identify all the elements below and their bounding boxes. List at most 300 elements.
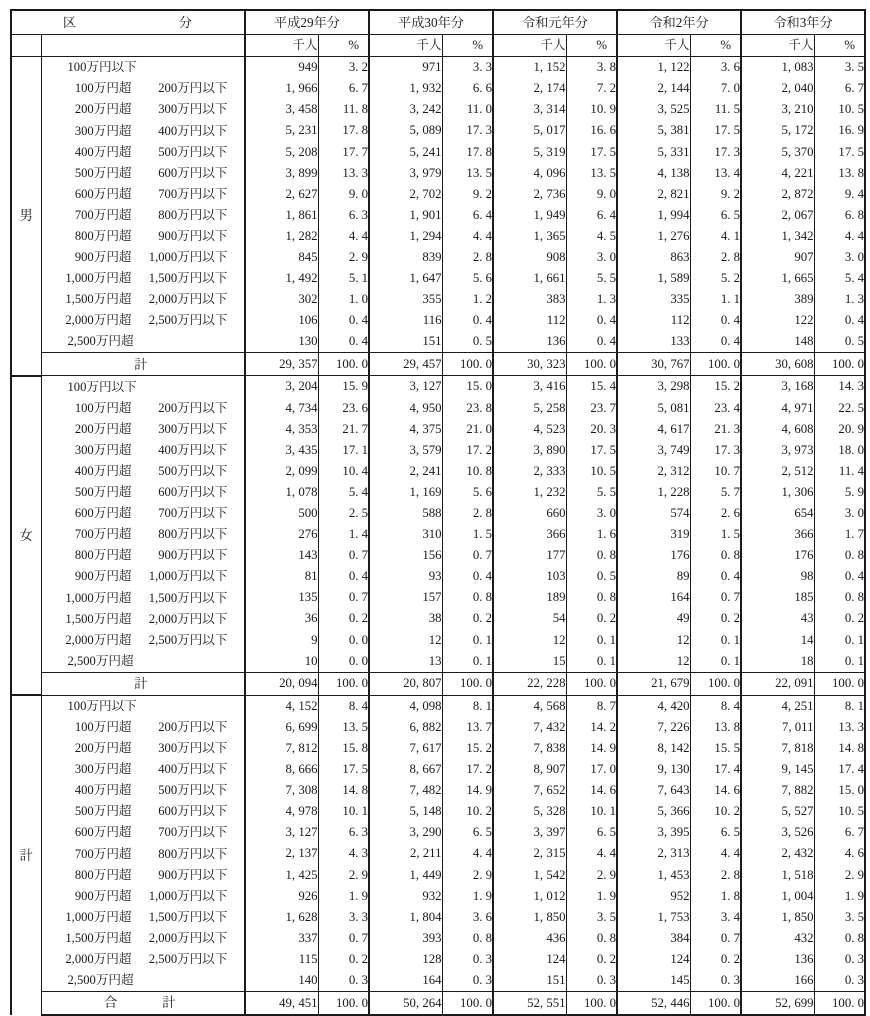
table-row	[11, 120, 865, 141]
cell-count: 1, 276	[617, 226, 690, 247]
cell-count: 4, 523	[493, 419, 566, 440]
cell-count: 29, 357	[245, 353, 318, 376]
cell-count: 5, 172	[741, 120, 814, 141]
cell-count: 5, 241	[369, 141, 442, 162]
cell-percent: 1. 0	[318, 289, 369, 310]
cell-count: 366	[493, 524, 566, 545]
table-row	[11, 759, 865, 780]
header-unit-count-2: 千人	[493, 35, 566, 57]
cell-count: 136	[493, 331, 566, 353]
cell-percent: 22. 5	[814, 397, 865, 418]
bracket-upper: 400万円以下	[158, 123, 228, 138]
cell-count: 4, 568	[493, 695, 566, 717]
bracket-lower: 900万円超	[74, 569, 132, 584]
cell-percent: 3. 2	[318, 57, 369, 79]
cell-percent: 0. 1	[566, 629, 617, 650]
bracket-upper: 1,000万円以下	[148, 569, 228, 584]
cell-percent: 0. 3	[690, 970, 741, 992]
cell-percent: 1. 6	[566, 524, 617, 545]
cell-percent: 13. 5	[566, 162, 617, 183]
cell-percent: 4. 4	[566, 843, 617, 864]
table-row	[11, 928, 865, 949]
cell-count: 4, 971	[741, 397, 814, 418]
bracket-upper: 2,500万円以下	[148, 632, 228, 647]
bracket-lower: 1,000万円超	[65, 590, 132, 605]
cell-count: 124	[617, 949, 690, 970]
cell-percent: 23. 7	[566, 397, 617, 418]
cell-percent: 0. 5	[814, 331, 865, 353]
cell-percent: 0. 4	[318, 331, 369, 353]
cell-count: 189	[493, 587, 566, 608]
cell-percent: 17. 8	[318, 120, 369, 141]
cell-percent: 2. 6	[690, 503, 741, 524]
cell-count: 5, 148	[369, 801, 442, 822]
bracket-upper: 600万円以下	[158, 804, 228, 819]
cell-percent: 0. 1	[690, 651, 741, 673]
cell-percent: 9. 4	[814, 184, 865, 205]
cell-percent: 0. 2	[690, 949, 741, 970]
cell-count: 3, 979	[369, 162, 442, 183]
cell-percent: 20. 9	[814, 419, 865, 440]
cell-percent: 0. 4	[442, 566, 493, 587]
cell-count: 116	[369, 310, 442, 331]
table-row	[11, 651, 865, 673]
cell-percent: 6. 6	[442, 78, 493, 99]
cell-percent: 17. 5	[814, 141, 865, 162]
cell-percent: 3. 0	[566, 503, 617, 524]
bracket-upper: 1,500万円以下	[148, 590, 228, 605]
cell-count: 8, 142	[617, 738, 690, 759]
cell-percent: 1. 9	[318, 885, 369, 906]
income-bracket-label	[41, 310, 245, 331]
bracket-lower: 2,500万円超	[67, 653, 134, 668]
table-row	[11, 780, 865, 801]
cell-count: 12	[617, 651, 690, 673]
bracket-lower: 1,500万円超	[65, 930, 132, 945]
cell-count: 157	[369, 587, 442, 608]
cell-percent: 7. 2	[566, 78, 617, 99]
cell-count: 389	[741, 289, 814, 310]
cell-percent: 14. 8	[814, 738, 865, 759]
cell-count: 1, 169	[369, 482, 442, 503]
income-bracket-label	[41, 376, 245, 398]
cell-count: 106	[245, 310, 318, 331]
cell-percent: 10. 2	[690, 801, 741, 822]
cell-count: 2, 432	[741, 843, 814, 864]
cell-percent: 3. 0	[814, 503, 865, 524]
cell-count: 335	[617, 289, 690, 310]
cell-percent: 6. 7	[814, 822, 865, 843]
cell-percent: 0. 2	[318, 949, 369, 970]
cell-count: 7, 643	[617, 780, 690, 801]
cell-count: 432	[741, 928, 814, 949]
cell-percent: 100. 0	[318, 991, 369, 1015]
cell-percent: 100. 0	[442, 672, 493, 695]
cell-count: 124	[493, 949, 566, 970]
cell-percent: 13. 8	[690, 717, 741, 738]
header-unit-pct-3: %	[690, 35, 741, 57]
table-row	[11, 397, 865, 418]
cell-percent: 14. 9	[566, 738, 617, 759]
cell-percent: 4. 6	[814, 843, 865, 864]
cell-percent: 15. 4	[566, 376, 617, 398]
cell-percent: 0. 4	[690, 310, 741, 331]
cell-percent: 5. 4	[814, 268, 865, 289]
table-row	[11, 738, 865, 759]
cell-count: 38	[369, 608, 442, 629]
cell-count: 176	[741, 545, 814, 566]
cell-count: 3, 525	[617, 99, 690, 120]
cell-percent: 10. 1	[566, 801, 617, 822]
income-bracket-label	[41, 629, 245, 650]
cell-percent: 13. 7	[442, 717, 493, 738]
cell-percent: 15. 0	[814, 780, 865, 801]
bracket-lower: 200万円超	[74, 741, 132, 756]
cell-count: 863	[617, 247, 690, 268]
cell-percent: 0. 4	[318, 310, 369, 331]
cell-percent: 6. 5	[566, 822, 617, 843]
income-bracket-label	[41, 440, 245, 461]
cell-percent: 15. 5	[690, 738, 741, 759]
cell-count: 1, 518	[741, 864, 814, 885]
table-row	[11, 801, 865, 822]
cell-percent: 0. 1	[814, 629, 865, 650]
cell-percent: 8. 1	[814, 695, 865, 717]
cell-count: 1, 152	[493, 57, 566, 79]
cell-count: 3, 168	[741, 376, 814, 398]
cell-count: 52, 446	[617, 991, 690, 1015]
cell-count: 22, 228	[493, 672, 566, 695]
bracket-lower: 900万円超	[74, 250, 132, 265]
cell-percent: 8. 1	[442, 695, 493, 717]
cell-percent: 17. 3	[442, 120, 493, 141]
cell-count: 20, 807	[369, 672, 442, 695]
cell-count: 4, 152	[245, 695, 318, 717]
cell-count: 4, 096	[493, 162, 566, 183]
cell-percent: 0. 3	[814, 949, 865, 970]
cell-percent: 0. 2	[566, 608, 617, 629]
cell-count: 7, 011	[741, 717, 814, 738]
cell-percent: 6. 8	[814, 205, 865, 226]
cell-count: 1, 850	[493, 907, 566, 928]
cell-percent: 16. 6	[566, 120, 617, 141]
bracket-upper: 400万円以下	[158, 762, 228, 777]
cell-count: 383	[493, 289, 566, 310]
cell-percent: 14. 8	[318, 780, 369, 801]
cell-percent: 2. 8	[690, 247, 741, 268]
table-row	[11, 268, 865, 289]
cell-count: 164	[617, 587, 690, 608]
cell-count: 1, 647	[369, 268, 442, 289]
table-row	[11, 376, 865, 398]
cell-count: 3, 973	[741, 440, 814, 461]
cell-percent: 13. 5	[318, 717, 369, 738]
bracket-upper: 1,000万円以下	[148, 250, 228, 265]
bracket-upper: 600万円以下	[158, 165, 228, 180]
cell-count: 3, 526	[741, 822, 814, 843]
bracket-lower: 400万円超	[74, 783, 132, 798]
cell-count: 5, 527	[741, 801, 814, 822]
cell-count: 29, 457	[369, 353, 442, 376]
cell-count: 3, 397	[493, 822, 566, 843]
cell-percent: 0. 2	[814, 608, 865, 629]
cell-percent: 100. 0	[566, 672, 617, 695]
cell-count: 1, 083	[741, 57, 814, 79]
cell-percent: 100. 0	[566, 991, 617, 1015]
cell-percent: 0. 5	[442, 331, 493, 353]
cell-count: 660	[493, 503, 566, 524]
cell-percent: 0. 4	[566, 310, 617, 331]
cell-count: 112	[617, 310, 690, 331]
cell-percent: 6. 7	[814, 78, 865, 99]
bracket-lower: 600万円超	[74, 825, 132, 840]
cell-percent: 5. 6	[442, 482, 493, 503]
cell-count: 1, 932	[369, 78, 442, 99]
cell-count: 2, 736	[493, 184, 566, 205]
cell-count: 2, 099	[245, 461, 318, 482]
income-bracket-label	[41, 843, 245, 864]
cell-percent: 15. 2	[442, 738, 493, 759]
cell-count: 2, 313	[617, 843, 690, 864]
table-row	[11, 482, 865, 503]
cell-percent: 13. 4	[690, 162, 741, 183]
cell-count: 54	[493, 608, 566, 629]
table-header	[11, 10, 865, 57]
cell-percent: 6. 4	[566, 205, 617, 226]
income-bracket-label	[41, 503, 245, 524]
cell-percent: 0. 8	[814, 545, 865, 566]
income-bracket-label	[41, 545, 245, 566]
cell-count: 3, 416	[493, 376, 566, 398]
cell-count: 7, 818	[741, 738, 814, 759]
cell-count: 1, 901	[369, 205, 442, 226]
cell-percent: 0. 8	[442, 587, 493, 608]
cell-percent: 0. 7	[318, 545, 369, 566]
table-row	[11, 205, 865, 226]
cell-count: 12	[493, 629, 566, 650]
bracket-upper: 500万円以下	[158, 463, 228, 478]
bracket-lower: 2,000万円超	[65, 313, 132, 328]
table-row	[11, 907, 865, 928]
cell-percent: 16. 9	[814, 120, 865, 141]
cell-percent: 6. 7	[318, 78, 369, 99]
cell-count: 49, 451	[245, 991, 318, 1015]
subtotal-label: 計	[41, 353, 245, 376]
bracket-upper: 700万円以下	[158, 506, 228, 521]
cell-percent: 3. 3	[442, 57, 493, 79]
cell-percent: 100. 0	[442, 353, 493, 376]
cell-count: 2, 512	[741, 461, 814, 482]
cell-count: 2, 627	[245, 184, 318, 205]
bracket-upper: 800万円以下	[158, 846, 228, 861]
header-year-3: 令和2年分	[617, 10, 741, 35]
cell-count: 1, 861	[245, 205, 318, 226]
cell-percent: 0. 8	[566, 545, 617, 566]
cell-percent: 6. 3	[318, 205, 369, 226]
bracket-lower: 1,500万円超	[65, 292, 132, 307]
cell-percent: 6. 4	[442, 205, 493, 226]
cell-percent: 5. 6	[442, 268, 493, 289]
bracket-lower: 800万円超	[74, 548, 132, 563]
cell-count: 6, 882	[369, 717, 442, 738]
income-bracket-label	[41, 759, 245, 780]
cell-percent: 8. 4	[318, 695, 369, 717]
cell-percent: 14. 6	[566, 780, 617, 801]
cell-count: 5, 331	[617, 141, 690, 162]
cell-count: 1, 661	[493, 268, 566, 289]
bracket-lower: 100万円以下	[67, 698, 137, 713]
cell-count: 1, 012	[493, 885, 566, 906]
cell-count: 7, 617	[369, 738, 442, 759]
cell-percent: 1. 9	[814, 885, 865, 906]
cell-percent: 100. 0	[814, 353, 865, 376]
cell-count: 156	[369, 545, 442, 566]
cell-percent: 7. 0	[690, 78, 741, 99]
cell-count: 949	[245, 57, 318, 79]
cell-percent: 13. 5	[442, 162, 493, 183]
cell-percent: 2. 9	[566, 864, 617, 885]
cell-percent: 0. 5	[566, 566, 617, 587]
income-bracket-label	[41, 717, 245, 738]
cell-count: 319	[617, 524, 690, 545]
income-bracket-label	[41, 566, 245, 587]
cell-percent: 0. 0	[318, 651, 369, 673]
cell-percent: 10. 2	[442, 801, 493, 822]
cell-percent: 5. 1	[318, 268, 369, 289]
bracket-upper: 2,500万円以下	[148, 952, 228, 966]
cell-percent: 13. 8	[814, 162, 865, 183]
bracket-upper: 300万円以下	[158, 421, 228, 436]
cell-count: 9, 145	[741, 759, 814, 780]
cell-count: 151	[493, 970, 566, 992]
cell-percent: 17. 5	[318, 759, 369, 780]
subtotal-row	[11, 353, 865, 376]
header-row-years	[11, 10, 865, 35]
bracket-upper: 1,500万円以下	[148, 271, 228, 286]
sex-group-label: 計	[11, 695, 41, 1015]
cell-percent: 3. 0	[814, 247, 865, 268]
cell-percent: 1. 5	[442, 524, 493, 545]
cell-percent: 0. 1	[690, 629, 741, 650]
cell-count: 4, 221	[741, 162, 814, 183]
bracket-upper: 900万円以下	[158, 867, 228, 882]
cell-count: 143	[245, 545, 318, 566]
cell-count: 5, 370	[741, 141, 814, 162]
cell-percent: 11. 5	[690, 99, 741, 120]
cell-percent: 0. 4	[814, 310, 865, 331]
bracket-lower: 100万円以下	[67, 60, 137, 75]
cell-count: 3, 204	[245, 376, 318, 398]
cell-count: 128	[369, 949, 442, 970]
cell-percent: 17. 5	[690, 120, 741, 141]
bracket-upper: 200万円以下	[158, 81, 228, 96]
cell-count: 366	[741, 524, 814, 545]
cell-percent: 2. 9	[318, 864, 369, 885]
cell-percent: 14. 9	[442, 780, 493, 801]
cell-count: 176	[617, 545, 690, 566]
cell-count: 30, 608	[741, 353, 814, 376]
table-row	[11, 310, 865, 331]
cell-count: 3, 890	[493, 440, 566, 461]
cell-percent: 2. 9	[318, 247, 369, 268]
table-row	[11, 566, 865, 587]
cell-count: 1, 949	[493, 205, 566, 226]
bracket-upper: 500万円以下	[158, 783, 228, 798]
cell-count: 5, 319	[493, 141, 566, 162]
cell-percent: 1. 5	[690, 524, 741, 545]
table-row	[11, 247, 865, 268]
cell-percent: 0. 0	[318, 629, 369, 650]
cell-percent: 0. 7	[318, 587, 369, 608]
cell-count: 136	[741, 949, 814, 970]
cell-percent: 17. 7	[318, 141, 369, 162]
cell-percent: 23. 8	[442, 397, 493, 418]
cell-percent: 1. 9	[566, 885, 617, 906]
cell-count: 1, 306	[741, 482, 814, 503]
cell-percent: 11. 8	[318, 99, 369, 120]
grand-total-row	[11, 991, 865, 1015]
cell-count: 5, 258	[493, 397, 566, 418]
cell-percent: 0. 8	[690, 545, 741, 566]
cell-percent: 18. 0	[814, 440, 865, 461]
cell-percent: 4. 4	[442, 843, 493, 864]
cell-count: 13	[369, 651, 442, 673]
cell-percent: 0. 1	[814, 651, 865, 673]
bracket-lower: 100万円超	[74, 81, 132, 96]
cell-count: 2, 872	[741, 184, 814, 205]
cell-count: 98	[741, 566, 814, 587]
cell-percent: 100. 0	[690, 991, 741, 1015]
table-row	[11, 822, 865, 843]
cell-count: 1, 753	[617, 907, 690, 928]
cell-count: 3, 458	[245, 99, 318, 120]
cell-percent: 15. 9	[318, 376, 369, 398]
cell-count: 18	[741, 651, 814, 673]
cell-percent: 5. 5	[566, 482, 617, 503]
cell-count: 1, 122	[617, 57, 690, 79]
income-bracket-label	[41, 907, 245, 928]
cell-count: 7, 482	[369, 780, 442, 801]
cell-count: 276	[245, 524, 318, 545]
cell-count: 926	[245, 885, 318, 906]
bracket-lower: 900万円超	[74, 888, 132, 903]
header-unit-count-4: 千人	[741, 35, 814, 57]
cell-percent: 3. 0	[566, 247, 617, 268]
cell-percent: 0. 8	[814, 928, 865, 949]
income-bracket-label	[41, 780, 245, 801]
cell-count: 4, 734	[245, 397, 318, 418]
bracket-lower: 300万円超	[74, 123, 132, 138]
bracket-upper: 2,000万円以下	[148, 292, 228, 307]
cell-percent: 3. 6	[690, 57, 741, 79]
cell-count: 122	[741, 310, 814, 331]
cell-count: 2, 333	[493, 461, 566, 482]
cell-percent: 17. 4	[814, 759, 865, 780]
bracket-lower: 600万円超	[74, 186, 132, 201]
cell-percent: 5. 7	[690, 482, 741, 503]
cell-count: 4, 608	[741, 419, 814, 440]
bracket-upper: 800万円以下	[158, 207, 228, 222]
table-row	[11, 524, 865, 545]
cell-count: 12	[369, 629, 442, 650]
cell-percent: 0. 8	[442, 928, 493, 949]
table-row	[11, 545, 865, 566]
bracket-lower: 100万円超	[74, 719, 132, 734]
header-unit-pct-2: %	[566, 35, 617, 57]
income-bracket-label	[41, 268, 245, 289]
cell-count: 50, 264	[369, 991, 442, 1015]
cell-count: 4, 353	[245, 419, 318, 440]
